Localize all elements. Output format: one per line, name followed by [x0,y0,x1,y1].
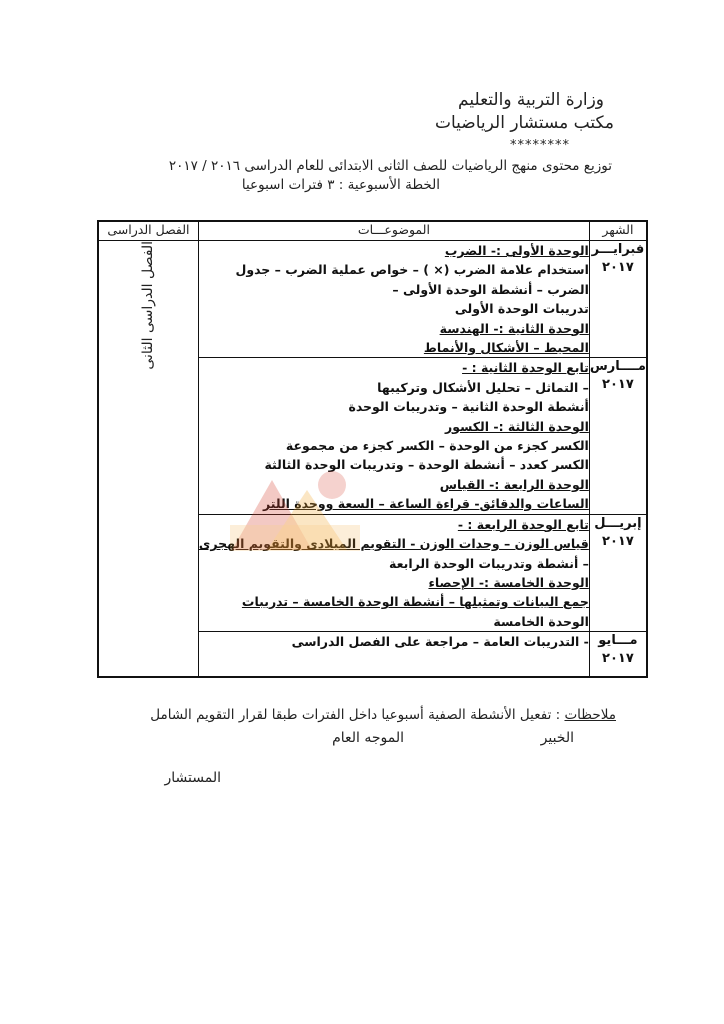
month-name: مــــارس [589,359,646,375]
month-cell [589,241,647,358]
notes-text: : تفعيل الأنشطة الصفية أسبوعيا داخل الفترات طبقا لقرار التقويم الشامل [150,707,561,723]
topic-line: أنشطة الوحدة الثانية – وتدريبات الوحدة [348,399,589,415]
topic-line: تابع الوحدة الرابعة : - [457,516,589,532]
topic-line: الوحدة الأولى :- الضرب [444,243,589,258]
month-cell [589,358,647,514]
topic-line: الكسر كعدد – أنشطة الوحدة – وتدريبات الوحدة الثالثة [264,457,589,473]
header-semester: الفصل الدراسى [98,221,198,241]
topic-line: – التماثل – تحليل الأشكال وتركيبها [377,379,589,395]
topic-line: استخدام علامة الضرب (× ) – خواص عملية الضرب – جدول [235,262,589,278]
header-topics: الموضوعـــات [198,221,589,241]
topic-line: تابع الوحدة الثانية : - [462,360,589,376]
expert-signature-label: الخبير [540,730,574,746]
month-year: ٢٠١٧ [602,377,634,393]
topic-line: تدريبات الوحدة الأولى [454,301,589,317]
topic-line: الوحدة الثانية :- الهندسة [439,320,589,336]
ministry-name: وزارة التربية والتعليم [458,90,604,110]
semester-cell [98,241,198,678]
topics-cell [198,358,589,514]
month-name: إبريـــل [594,515,642,531]
topic-line: الوحدة الخامسة :- الإحصاء [428,574,589,590]
table-header-row [98,221,647,241]
topic-line: الضرب – أنشطة الوحدة الأولى – [392,281,589,297]
topics-cell [198,632,589,678]
topic-line: الوحدة الثالثة :- الكسور [445,418,589,434]
month-year: ٢٠١٧ [602,651,634,667]
month-year: ٢٠١٧ [602,260,634,275]
month-cell [589,632,647,678]
month-name: فبرايـــر [591,242,645,257]
month-year: ٢٠١٧ [602,533,634,549]
month-cell [589,514,647,631]
curriculum-table [97,220,648,678]
topic-line: قياس الوزن – وحدات الوزن - التقويم الميلادى والتقويم الهجرى [198,536,589,552]
topic-line: الساعات والدقائق- قراءة الساعة – السعة ووحدة اللتر [262,496,589,512]
document-title: توزيع محتوى منهج الرياضيات للصف الثانى الابتدائى للعام الدراسى ٢٠١٦ / ٢٠١٧ [168,158,612,174]
notes-label: ملاحظات [564,707,616,723]
topics-cell [198,241,589,358]
weekly-plan-subtitle: الخطة الأسبوعية : ٣ فترات اسبوعيا [241,177,440,193]
advisor-signature-label: المستشار [164,770,221,786]
semester-label: الفصل الدراسى الثانى [140,241,157,370]
topic-line: الوحدة الخامسة [493,613,589,629]
topics-cell [198,514,589,631]
header-month: الشهر [589,221,647,241]
topic-line: الوحدة الرابعة :- القياس [439,476,589,492]
topic-line: - التدريبات العامة – مراجعة على الفصل الدراسى [291,634,589,650]
office-name: مكتب مستشار الرياضيات [434,113,614,133]
month-name: مـــايو [598,633,638,649]
supervisor-signature-label: الموجه العام [332,730,404,746]
table-row [98,241,647,358]
topic-line: المحيط – الأشكال والأنماط [423,340,589,356]
notes-line [150,707,616,723]
topic-line: الكسر كجزء من الوحدة – الكسر كجزء من مجموعة [285,438,589,454]
topic-line: – أنشطة وتدريبات الوحدة الرابعة [389,555,589,571]
stars-divider: ******** [510,138,570,153]
topic-line: جمع البيانات وتمثيلها – أنشطة الوحدة الخامسة – تدريبات [241,594,589,610]
